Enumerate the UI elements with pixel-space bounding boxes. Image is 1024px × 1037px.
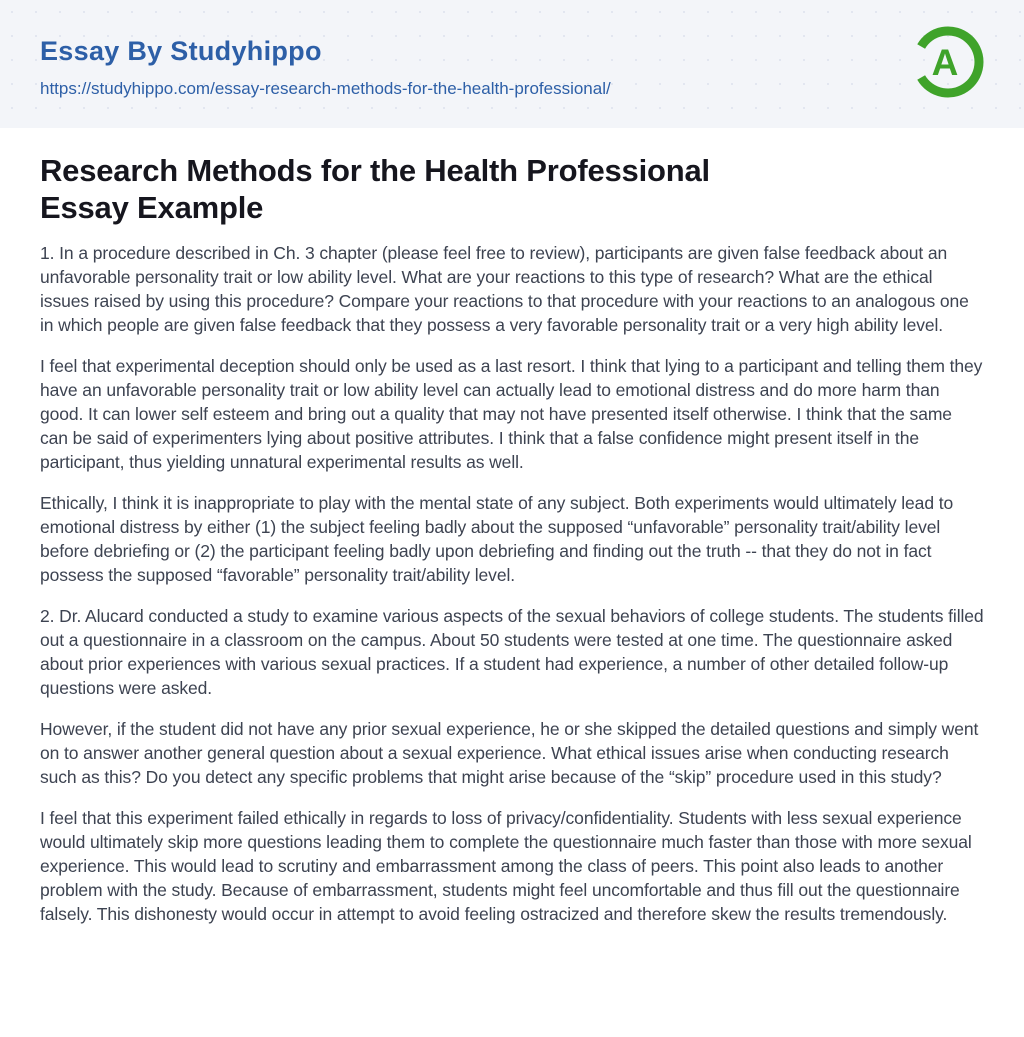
essay-content	[0, 128, 1024, 926]
essay-paragraph: Ethically, I think it is inappropriate to play with the mental state of any subject. Both experiments would ultimately lead to emotional distress by either (1) the subject feeling badly about the supposed “unfavorable” personality trait/ability level before debriefing or (2) the participant feeling badly upon debriefing and finding out the truth -- that they do not in fact possess the supposed “favorable” personality trait/ability level.	[40, 493, 954, 585]
essay-title-line-2: Essay Example	[40, 190, 264, 225]
essay-paragraph: I feel that this experiment failed ethically in regards to loss of privacy/confidentiality. Students with less sexual experience would ultimately skip more questions leading them to complete the questionnaire much faster than those with more sexual experience. This would lead to scrutiny and embarrassment among the class of peers. This point also leads to another problem with the study. Because of embarrassment, students might feel uncomfortable and thus fill out the questionnaire falsely. This dishonesty would occur in attempt to avoid feeling ostracized and therefore skew the results tremendously.	[40, 808, 972, 924]
essay-title-line-1: Research Methods for the Health Professional	[40, 153, 710, 188]
studyhippo-logo-icon	[910, 24, 986, 100]
essay-body	[40, 241, 984, 926]
brand-title: Essay By Studyhippo	[40, 36, 322, 66]
essay-paragraph: 1. In a procedure described in Ch. 3 chapter (please feel free to review), participants are given false feedback about an unfavorable personality trait or low ability level. What are your reactions to this type of research? What are the ethical issues raised by using this procedure? Compare your reactions to that procedure with your reactions to an analogous one in which people are given false feedback that they possess a very favorable personality trait or a very high ability level.	[40, 243, 969, 335]
source-url-link[interactable]: https://studyhippo.com/essay-research-methods-for-the-health-professional/	[40, 79, 611, 98]
logo-letter: A	[931, 42, 959, 83]
essay-paragraph: However, if the student did not have any prior sexual experience, he or she skipped the detailed questions and simply went on to answer another general question about a sexual experience. What ethical issues arise when conducting research such as this? Do you detect any specific problems that might arise because of the “skip” procedure used in this study?	[40, 719, 979, 787]
essay-title	[40, 152, 984, 226]
page-header	[0, 0, 1024, 128]
essay-paragraph: I feel that experimental deception should only be used as a last resort. I think that lying to a participant and telling them they have an unfavorable personality trait or low ability level can actually lead to emotional distress and do more harm than good. It can lower self esteem and bring out a quality that may not have presented itself otherwise. I think that the same can be said of experimenters lying about positive attributes. I think that a false confidence might present itself in the participant, thus yielding unnatural experimental results as well.	[40, 356, 983, 472]
essay-paragraph: 2. Dr. Alucard conducted a study to examine various aspects of the sexual behaviors of college students. The students filled out a questionnaire in a classroom on the campus. About 50 students were tested at one time. The questionnaire asked about prior experiences with various sexual practices. If a student had experience, a number of other detailed follow-up questions were asked.	[40, 606, 984, 698]
